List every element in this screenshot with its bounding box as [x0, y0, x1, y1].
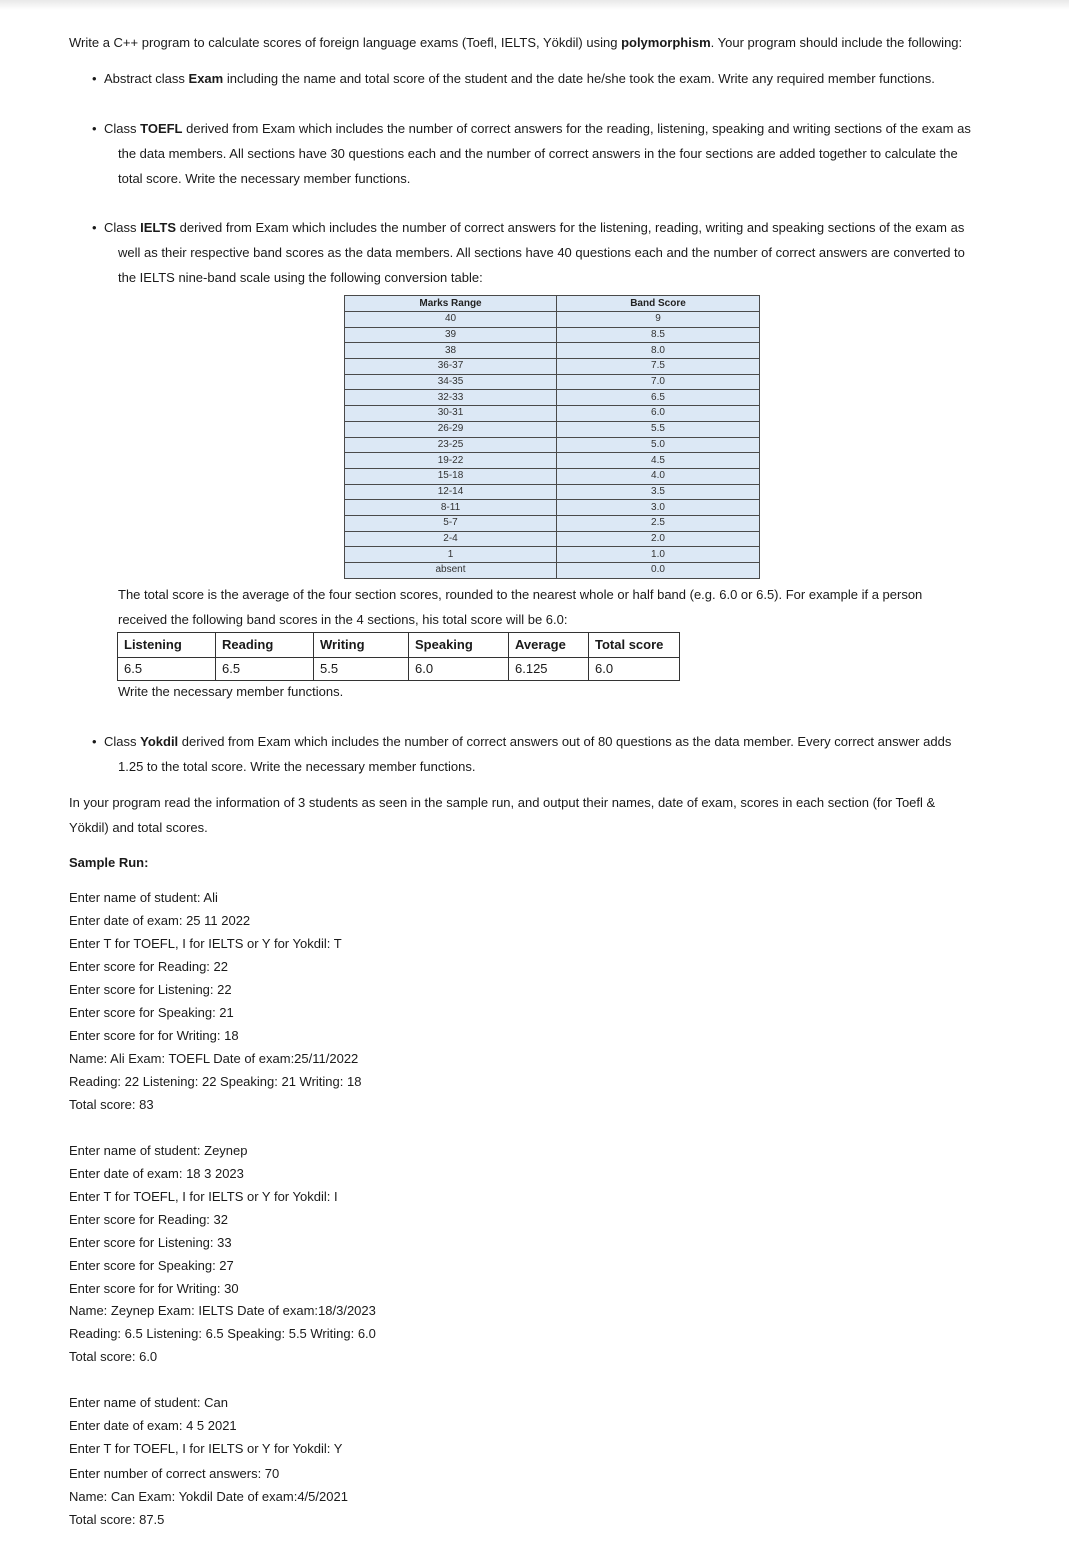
sample-run-title: Sample Run: [69, 855, 149, 870]
table-row [345, 421, 760, 437]
ielts-total-line-1: The total score is the average of the four section scores, rounded to the nearest whole or half band (e.g. 6.0 or 6.5). For example if a person [118, 587, 923, 602]
marks-cell: 36-37 [345, 359, 557, 375]
ielts-footer: Write the necessary member functions. [118, 684, 344, 699]
marks-cell: 1 [345, 547, 557, 563]
toefl-line-3: total score. Write the necessary member functions. [118, 171, 411, 186]
marks-cell: 15-18 [345, 468, 557, 484]
marks-cell: 12-14 [345, 484, 557, 500]
band-cell: 1.0 [557, 547, 760, 563]
marks-cell: 34-35 [345, 374, 557, 390]
sample-line: Enter T for TOEFL, I for IELTS or Y for Yokdil: T [69, 936, 342, 951]
band-cell: 5.5 [557, 421, 760, 437]
header-band-score: Band Score [557, 296, 760, 312]
value-listening: 6.5 [118, 658, 216, 681]
marks-cell: 38 [345, 343, 557, 359]
band-cell: 2.0 [557, 531, 760, 547]
sample-line: Enter score for for Writing: 18 [69, 1028, 239, 1043]
bullet-ielts: • Class IELTS derived from Exam which includes the number of correct answers for the listening, reading, writing and speaking sections of the exam as [92, 220, 964, 235]
marks-cell: 30-31 [345, 406, 557, 422]
table-row [345, 312, 760, 328]
table-row [345, 437, 760, 453]
band-score-example-table [117, 632, 680, 681]
band-cell: 7.5 [557, 359, 760, 375]
sample-line: Enter T for TOEFL, I for IELTS or Y for Yokdil: Y [69, 1441, 343, 1456]
value-total-score: 6.0 [589, 658, 680, 681]
sample-line: Enter score for Speaking: 27 [69, 1258, 234, 1273]
value-writing: 5.5 [314, 658, 409, 681]
header-average: Average [509, 633, 589, 658]
band-cell: 3.0 [557, 500, 760, 516]
bullet-yokdil: • Class Yokdil derived from Exam which includes the number of correct answers out of 80 questions as the data member. Every correct answer adds [92, 734, 951, 749]
table-row [345, 484, 760, 500]
table-row [345, 563, 760, 579]
sample-line: Reading: 22 Listening: 22 Speaking: 21 Writing: 18 [69, 1074, 362, 1089]
band-cell: 5.0 [557, 437, 760, 453]
sample-line: Enter number of correct answers: 70 [69, 1466, 280, 1481]
page-top-shadow [0, 0, 1069, 10]
sample-line: Name: Zeynep Exam: IELTS Date of exam:18/3/2023 [69, 1303, 376, 1318]
ielts-total-line-2: received the following band scores in the 4 sections, his total score will be 6.0: [118, 612, 568, 627]
band-cell: 3.5 [557, 484, 760, 500]
table-row [345, 343, 760, 359]
program-desc-line-2: Yökdil) and total scores. [69, 820, 208, 835]
sample-line: Enter name of student: Ali [69, 890, 218, 905]
sample-line: Total score: 6.0 [69, 1349, 158, 1364]
sample-line: Enter date of exam: 18 3 2023 [69, 1166, 244, 1181]
sample-line: Enter score for Listening: 33 [69, 1235, 232, 1250]
table-row [345, 453, 760, 469]
table-row [345, 547, 760, 563]
yokdil-line-2: 1.25 to the total score. Write the necessary member functions. [118, 759, 476, 774]
table-row [345, 468, 760, 484]
band-cell: 6.5 [557, 390, 760, 406]
sample-line: Name: Ali Exam: TOEFL Date of exam:25/11/2022 [69, 1051, 359, 1066]
band-cell: 0.0 [557, 563, 760, 579]
marks-cell: 32-33 [345, 390, 557, 406]
table-row [345, 531, 760, 547]
band-values-row [118, 658, 680, 681]
header-marks-range: Marks Range [345, 296, 557, 312]
header-speaking: Speaking [409, 633, 509, 658]
conversion-header-row [345, 296, 760, 312]
sample-line: Enter date of exam: 25 11 2022 [69, 913, 251, 928]
sample-line: Enter score for Reading: 32 [69, 1212, 228, 1227]
sample-line: Total score: 83 [69, 1097, 154, 1112]
table-row [345, 374, 760, 390]
table-row [345, 359, 760, 375]
sample-line: Reading: 6.5 Listening: 6.5 Speaking: 5.5 Writing: 6.0 [69, 1326, 376, 1341]
marks-cell: absent [345, 563, 557, 579]
sample-line: Enter score for Speaking: 21 [69, 1005, 234, 1020]
sample-line: Enter T for TOEFL, I for IELTS or Y for Yokdil: I [69, 1189, 338, 1204]
marks-cell: 26-29 [345, 421, 557, 437]
sample-line: Enter name of student: Zeynep [69, 1143, 248, 1158]
sample-line: Enter score for Reading: 22 [69, 959, 228, 974]
ielts-conversion-table [344, 295, 760, 579]
marks-cell: 5-7 [345, 515, 557, 531]
marks-cell: 39 [345, 327, 557, 343]
band-cell: 4.0 [557, 468, 760, 484]
header-writing: Writing [314, 633, 409, 658]
marks-cell: 40 [345, 312, 557, 328]
ielts-line-2: well as their respective band scores as the data members. All sections have 40 questions each and the number of correct answers are converted to [118, 245, 965, 260]
program-desc-line-1: In your program read the information of 3 students as seen in the sample run, and output their names, date of exam, scores in each section (for Toefl & [69, 795, 936, 810]
intro-paragraph: Write a C++ program to calculate scores of foreign language exams (Toefl, IELTS, Yökdil) using polymorphism. Your program should include the following: [69, 35, 963, 50]
band-cell: 8.5 [557, 327, 760, 343]
value-reading: 6.5 [216, 658, 314, 681]
table-row [345, 327, 760, 343]
bullet-toefl: • Class TOEFL derived from Exam which includes the number of correct answers for the reading, listening, speaking and writing sections of the exam as [92, 121, 971, 136]
table-row [345, 390, 760, 406]
band-header-row [118, 633, 680, 658]
marks-cell: 23-25 [345, 437, 557, 453]
table-row [345, 406, 760, 422]
sample-line: Total score: 87.5 [69, 1512, 165, 1527]
band-cell: 4.5 [557, 453, 760, 469]
marks-cell: 8-11 [345, 500, 557, 516]
sample-line: Enter date of exam: 4 5 2021 [69, 1418, 237, 1433]
ielts-line-3: the IELTS nine-band scale using the following conversion table: [118, 270, 483, 285]
header-reading: Reading [216, 633, 314, 658]
band-cell: 7.0 [557, 374, 760, 390]
marks-cell: 2-4 [345, 531, 557, 547]
band-cell: 6.0 [557, 406, 760, 422]
band-cell: 9 [557, 312, 760, 328]
bullet-exam: • Abstract class Exam including the name and total score of the student and the date he/she took the exam. Write any required member functions. [92, 71, 935, 86]
sample-line: Enter name of student: Can [69, 1395, 228, 1410]
header-listening: Listening [118, 633, 216, 658]
sample-line: Name: Can Exam: Yokdil Date of exam:4/5/2021 [69, 1489, 348, 1504]
table-row [345, 515, 760, 531]
marks-cell: 19-22 [345, 453, 557, 469]
value-speaking: 6.0 [409, 658, 509, 681]
header-total-score: Total score [589, 633, 680, 658]
toefl-line-2: the data members. All sections have 30 questions each and the number of correct answers in the four sections are added together to calculate the [118, 146, 958, 161]
sample-line: Enter score for Listening: 22 [69, 982, 232, 997]
table-row [345, 500, 760, 516]
sample-line: Enter score for for Writing: 30 [69, 1281, 239, 1296]
band-cell: 8.0 [557, 343, 760, 359]
band-cell: 2.5 [557, 515, 760, 531]
value-average: 6.125 [509, 658, 589, 681]
